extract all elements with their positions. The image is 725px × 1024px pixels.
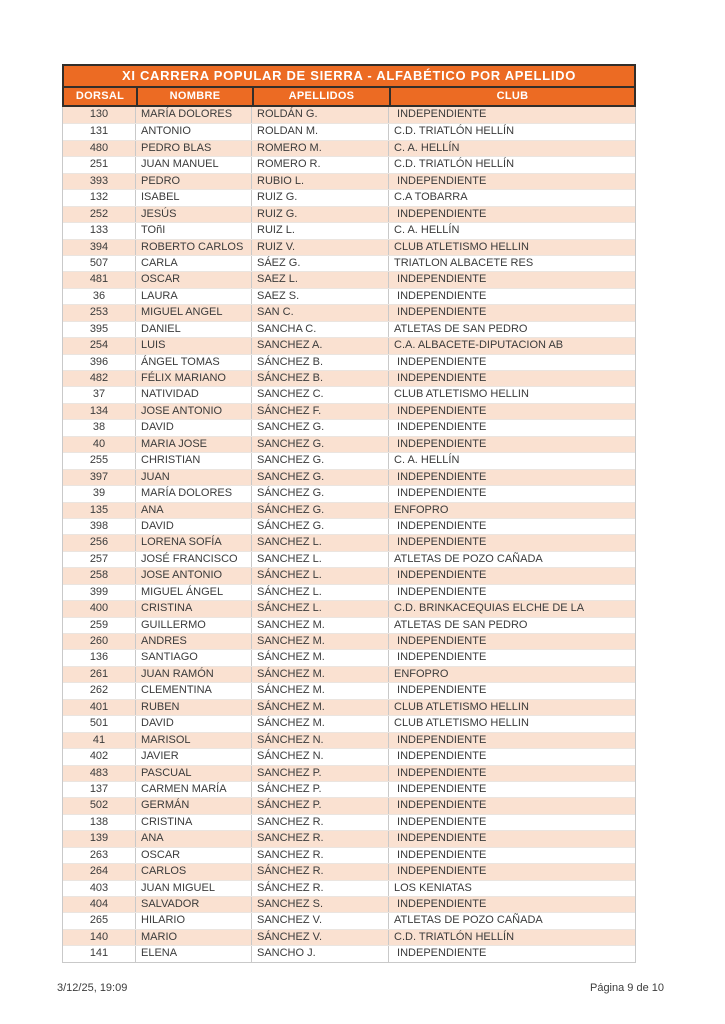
cell-club: INDEPENDIENTE — [394, 651, 487, 664]
cell-nombre: ROBERTO CARLOS — [136, 240, 252, 255]
cell-apellidos: SÁNCHEZ L. — [252, 601, 389, 616]
cell-dorsal: 404 — [63, 897, 136, 912]
cell-nombre: ISABEL — [136, 190, 252, 205]
footer-datetime: 3/12/25, 19:09 — [57, 982, 128, 994]
table-row — [63, 715, 635, 731]
cell-club: INDEPENDIENTE — [394, 470, 487, 483]
cell-club: CLUB ATLETISMO HELLIN — [394, 240, 529, 253]
table-row — [63, 682, 635, 698]
cell-club: CLUB ATLETISMO HELLIN — [394, 717, 529, 730]
cell-dorsal: 130 — [63, 107, 136, 123]
cell-dorsal: 263 — [63, 848, 136, 863]
cell-club: INDEPENDIENTE — [394, 635, 487, 647]
table-row — [63, 304, 635, 320]
cell-nombre: CRISTINA — [136, 815, 252, 830]
cell-nombre: ANA — [136, 503, 252, 518]
table-row — [63, 140, 635, 156]
cell-dorsal: 483 — [63, 766, 136, 781]
cell-dorsal: 140 — [63, 930, 136, 945]
cell-nombre: CRISTINA — [136, 601, 252, 616]
cell-dorsal: 41 — [63, 733, 136, 748]
cell-nombre: CARMEN MARÍA — [136, 782, 252, 797]
cell-dorsal: 401 — [63, 700, 136, 715]
table-row — [63, 912, 635, 928]
cell-dorsal: 133 — [63, 223, 136, 238]
cell-dorsal: 253 — [63, 305, 136, 320]
cell-nombre: CLEMENTINA — [136, 683, 252, 698]
cell-dorsal: 261 — [63, 667, 136, 682]
cell-nombre: DAVID — [136, 519, 252, 534]
column-header-nombre: NOMBRE — [138, 88, 254, 105]
table-row — [63, 699, 635, 715]
cell-nombre: ÁNGEL TOMAS — [136, 355, 252, 370]
cell-dorsal: 396 — [63, 355, 136, 370]
cell-nombre: CARLOS — [136, 864, 252, 879]
cell-apellidos: SANCHO J. — [252, 946, 389, 961]
page-footer — [57, 982, 664, 994]
table-row — [63, 732, 635, 748]
cell-apellidos: SANCHEZ C. — [252, 387, 389, 402]
cell-club: INDEPENDIENTE — [394, 174, 487, 187]
cell-club: INDEPENDIENTE — [394, 799, 487, 812]
cell-club: INDEPENDIENTE — [394, 536, 487, 549]
cell-club: INDEPENDIENTE — [394, 782, 487, 795]
cell-apellidos: SAEZ S. — [252, 289, 389, 304]
cell-apellidos: SANCHEZ M. — [252, 618, 389, 633]
cell-apellidos: ROLDÁN G. — [252, 107, 389, 123]
table-row — [63, 239, 635, 255]
cell-dorsal: 252 — [63, 207, 136, 222]
table-body — [62, 107, 636, 963]
cell-dorsal: 260 — [63, 634, 136, 649]
cell-club: INDEPENDIENTE — [394, 519, 487, 532]
table-row — [63, 469, 635, 485]
cell-club: ATLETAS DE POZO CAÑADA — [394, 552, 543, 565]
cell-club: CLUB ATLETISMO HELLIN — [394, 388, 529, 401]
cell-club: INDEPENDIENTE — [394, 947, 487, 960]
table-row — [63, 896, 635, 912]
cell-nombre: ELENA — [136, 946, 252, 961]
table-row — [63, 633, 635, 649]
cell-apellidos: SANCHEZ R. — [252, 831, 389, 846]
cell-apellidos: SÁNCHEZ M. — [252, 650, 389, 665]
cell-apellidos: SÁNCHEZ P. — [252, 782, 389, 797]
cell-nombre: LUIS — [136, 338, 252, 353]
cell-nombre: DANIEL — [136, 322, 252, 337]
table-row — [63, 765, 635, 781]
cell-dorsal: 398 — [63, 519, 136, 534]
cell-nombre: MIGUEL ANGEL — [136, 305, 252, 320]
cell-dorsal: 403 — [63, 881, 136, 896]
cell-club: INDEPENDIENTE — [394, 766, 487, 779]
cell-club: INDEPENDIENTE — [394, 355, 487, 368]
cell-dorsal: 256 — [63, 535, 136, 550]
cell-dorsal: 402 — [63, 749, 136, 764]
cell-dorsal: 501 — [63, 716, 136, 731]
cell-dorsal: 131 — [63, 124, 136, 139]
table-row — [63, 370, 635, 386]
cell-club: INDEPENDIENTE — [394, 273, 487, 286]
cell-club: INDEPENDIENTE — [394, 437, 487, 450]
cell-nombre: NATIVIDAD — [136, 387, 252, 402]
table-row — [63, 354, 635, 370]
cell-dorsal: 139 — [63, 831, 136, 846]
cell-apellidos: SÁNCHEZ M. — [252, 667, 389, 682]
race-roster-table — [62, 64, 636, 963]
table-row — [63, 863, 635, 879]
cell-nombre: JUAN MIGUEL — [136, 881, 252, 896]
cell-nombre: LORENA SOFÍA — [136, 535, 252, 550]
table-row — [63, 271, 635, 287]
table-row — [63, 781, 635, 797]
table-row — [63, 502, 635, 518]
cell-apellidos: SÁNCHEZ M. — [252, 716, 389, 731]
cell-apellidos: RUIZ L. — [252, 223, 389, 238]
cell-apellidos: RUIZ G. — [252, 207, 389, 222]
cell-nombre: MARÍA DOLORES — [136, 486, 252, 501]
cell-club: INDEPENDIENTE — [394, 404, 487, 417]
cell-nombre: PEDRO — [136, 174, 252, 189]
cell-nombre: JESÚS — [136, 207, 252, 222]
table-row — [63, 107, 635, 123]
table-row — [63, 337, 635, 353]
table-row — [63, 649, 635, 665]
cell-apellidos: SÁNCHEZ G. — [252, 486, 389, 501]
table-row — [63, 567, 635, 583]
cell-club: INDEPENDIENTE — [394, 569, 487, 582]
table-row — [63, 534, 635, 550]
cell-dorsal: 395 — [63, 322, 136, 337]
cell-club: LOS KENIATAS — [394, 881, 472, 894]
cell-dorsal: 265 — [63, 913, 136, 928]
cell-apellidos: SÁNCHEZ V. — [252, 930, 389, 945]
table-title: XI CARRERA POPULAR DE SIERRA - ALFABÉTICO POR APELLIDO — [62, 64, 636, 88]
cell-club: C.A. ALBACETE-DIPUTACION AB — [394, 339, 564, 352]
table-row — [63, 485, 635, 501]
table-row — [63, 222, 635, 238]
table-header-row — [62, 88, 636, 107]
table-row — [63, 386, 635, 402]
cell-nombre: ANTONIO — [136, 124, 252, 139]
table-row — [63, 321, 635, 337]
cell-nombre: TOñI — [136, 223, 252, 238]
cell-apellidos: SÁEZ G. — [252, 256, 389, 271]
cell-club: ENFOPRO — [394, 503, 449, 516]
cell-nombre: ANA — [136, 831, 252, 846]
table-row — [63, 156, 635, 172]
cell-apellidos: SANCHEZ M. — [252, 634, 389, 649]
cell-dorsal: 141 — [63, 946, 136, 961]
cell-apellidos: SÁNCHEZ L. — [252, 585, 389, 600]
table-row — [63, 666, 635, 682]
cell-nombre: MARIO — [136, 930, 252, 945]
cell-club: INDEPENDIENTE — [394, 865, 487, 878]
cell-apellidos: SANCHEZ L. — [252, 535, 389, 550]
table-row — [63, 419, 635, 435]
table-row — [63, 748, 635, 764]
cell-nombre: PASCUAL — [136, 766, 252, 781]
cell-nombre: JUAN RAMÓN — [136, 667, 252, 682]
cell-nombre: CARLA — [136, 256, 252, 271]
footer-page-number: Página 9 de 10 — [589, 982, 664, 994]
column-header-club: CLUB — [496, 90, 529, 102]
cell-club: INDEPENDIENTE — [394, 733, 487, 746]
table-row — [63, 945, 635, 961]
cell-club: C. A. HELLÍN — [394, 224, 460, 237]
cell-apellidos: SANCHEZ S. — [252, 897, 389, 912]
cell-dorsal: 36 — [63, 289, 136, 304]
cell-dorsal: 482 — [63, 371, 136, 386]
cell-nombre: ANDRES — [136, 634, 252, 649]
cell-club: INDEPENDIENTE — [394, 815, 487, 828]
table-row — [63, 173, 635, 189]
column-header-dorsal: DORSAL — [64, 88, 138, 105]
cell-apellidos: SANCHEZ P. — [252, 766, 389, 781]
cell-club: INDEPENDIENTE — [394, 487, 487, 500]
cell-club: TRIATLON ALBACETE RES — [394, 256, 534, 269]
cell-club: C.D. TRIATLÓN HELLÍN — [394, 158, 515, 171]
table-row — [63, 814, 635, 830]
table-row — [63, 452, 635, 468]
cell-dorsal: 480 — [63, 141, 136, 156]
cell-dorsal: 38 — [63, 420, 136, 435]
cell-dorsal: 481 — [63, 272, 136, 287]
cell-nombre: JUAN — [136, 470, 252, 485]
cell-dorsal: 502 — [63, 798, 136, 813]
cell-dorsal: 262 — [63, 683, 136, 698]
cell-dorsal: 39 — [63, 486, 136, 501]
table-row — [63, 436, 635, 452]
cell-nombre: OSCAR — [136, 272, 252, 287]
cell-club: CLUB ATLETISMO HELLIN — [394, 700, 529, 713]
table-row — [63, 123, 635, 139]
table-row — [63, 830, 635, 846]
cell-dorsal: 134 — [63, 404, 136, 419]
table-row — [63, 255, 635, 271]
cell-apellidos: SANCHEZ G. — [252, 453, 389, 468]
cell-club: C. A. HELLÍN — [394, 454, 460, 467]
table-row — [63, 797, 635, 813]
cell-club: ENFOPRO — [394, 667, 449, 680]
cell-apellidos: ROMERO M. — [252, 141, 389, 156]
cell-apellidos: SÁNCHEZ M. — [252, 700, 389, 715]
cell-club: INDEPENDIENTE — [394, 306, 487, 319]
cell-dorsal: 255 — [63, 453, 136, 468]
cell-dorsal: 259 — [63, 618, 136, 633]
cell-dorsal: 394 — [63, 240, 136, 255]
cell-apellidos: SÁNCHEZ G. — [252, 503, 389, 518]
cell-nombre: SALVADOR — [136, 897, 252, 912]
cell-dorsal: 507 — [63, 256, 136, 271]
cell-apellidos: SANCHEZ G. — [252, 437, 389, 452]
cell-club: INDEPENDIENTE — [394, 372, 487, 384]
cell-apellidos: SÁNCHEZ B. — [252, 355, 389, 370]
cell-nombre: SANTIAGO — [136, 650, 252, 665]
cell-nombre: DAVID — [136, 420, 252, 435]
cell-club: INDEPENDIENTE — [394, 848, 487, 861]
cell-club: INDEPENDIENTE — [394, 108, 487, 120]
cell-dorsal: 400 — [63, 601, 136, 616]
cell-nombre: JUAN MANUEL — [136, 157, 252, 172]
cell-dorsal: 393 — [63, 174, 136, 189]
cell-nombre: JAVIER — [136, 749, 252, 764]
cell-nombre: HILARIO — [136, 913, 252, 928]
cell-nombre: JOSE ANTONIO — [136, 568, 252, 583]
cell-apellidos: SÁNCHEZ R. — [252, 881, 389, 896]
cell-club: INDEPENDIENTE — [394, 585, 487, 598]
cell-dorsal: 254 — [63, 338, 136, 353]
cell-club: ATLETAS DE POZO CAÑADA — [394, 914, 543, 927]
cell-nombre: JOSE ANTONIO — [136, 404, 252, 419]
cell-nombre: DAVID — [136, 716, 252, 731]
cell-dorsal: 399 — [63, 585, 136, 600]
cell-club: ATLETAS DE SAN PEDRO — [394, 618, 528, 631]
cell-apellidos: SAEZ L. — [252, 272, 389, 287]
table-row — [63, 929, 635, 945]
cell-dorsal: 135 — [63, 503, 136, 518]
cell-dorsal: 40 — [63, 437, 136, 452]
cell-apellidos: SÁNCHEZ L. — [252, 568, 389, 583]
cell-nombre: GERMÁN — [136, 798, 252, 813]
cell-apellidos: SÁNCHEZ G. — [252, 519, 389, 534]
table-row — [63, 600, 635, 616]
cell-dorsal: 251 — [63, 157, 136, 172]
cell-nombre: MARIA JOSE — [136, 437, 252, 452]
cell-nombre: LAURA — [136, 289, 252, 304]
cell-apellidos: SANCHEZ L. — [252, 552, 389, 567]
cell-dorsal: 258 — [63, 568, 136, 583]
cell-club: C.D. TRIATLÓN HELLÍN — [394, 930, 515, 943]
cell-club: INDEPENDIENTE — [394, 207, 487, 220]
cell-apellidos: RUIZ V. — [252, 240, 389, 255]
cell-nombre: MARÍA DOLORES — [136, 107, 252, 123]
table-row — [63, 617, 635, 633]
table-row — [63, 847, 635, 863]
cell-apellidos: SANCHEZ G. — [252, 470, 389, 485]
cell-apellidos: SÁNCHEZ F. — [252, 404, 389, 419]
cell-dorsal: 132 — [63, 190, 136, 205]
cell-nombre: PEDRO BLAS — [136, 141, 252, 156]
cell-apellidos: SÁNCHEZ N. — [252, 749, 389, 764]
column-header-apellidos: APELLIDOS — [254, 88, 391, 105]
cell-apellidos: SÁNCHEZ M. — [252, 683, 389, 698]
table-row — [63, 288, 635, 304]
cell-apellidos: SANCHEZ R. — [252, 848, 389, 863]
cell-apellidos: SÁNCHEZ B. — [252, 371, 389, 386]
table-row — [63, 403, 635, 419]
cell-nombre: JOSÉ FRANCISCO — [136, 552, 252, 567]
cell-club: INDEPENDIENTE — [394, 750, 487, 763]
cell-apellidos: RUBIO L. — [252, 174, 389, 189]
cell-nombre: FÉLIX MARIANO — [136, 371, 252, 386]
cell-apellidos: ROMERO R. — [252, 157, 389, 172]
cell-nombre: GUILLERMO — [136, 618, 252, 633]
cell-club: C.D. BRINKACEQUIAS ELCHE DE LA — [394, 602, 585, 615]
cell-club: ATLETAS DE SAN PEDRO — [394, 322, 528, 335]
table-row — [63, 584, 635, 600]
cell-nombre: CHRISTIAN — [136, 453, 252, 468]
table-row — [63, 518, 635, 534]
cell-dorsal: 136 — [63, 650, 136, 665]
cell-apellidos: SÁNCHEZ R. — [252, 864, 389, 879]
cell-nombre: OSCAR — [136, 848, 252, 863]
table-row — [63, 206, 635, 222]
cell-apellidos: SÁNCHEZ P. — [252, 798, 389, 813]
cell-dorsal: 264 — [63, 864, 136, 879]
cell-club: C. A. HELLÍN — [394, 141, 460, 154]
cell-dorsal: 397 — [63, 470, 136, 485]
cell-club: INDEPENDIENTE — [394, 832, 487, 845]
cell-apellidos: SANCHEZ R. — [252, 815, 389, 830]
cell-club: INDEPENDIENTE — [394, 421, 487, 434]
cell-apellidos: SANCHEZ G. — [252, 420, 389, 435]
cell-club: INDEPENDIENTE — [394, 898, 487, 910]
cell-apellidos: SANCHEZ A. — [252, 338, 389, 353]
cell-apellidos: SANCHEZ V. — [252, 913, 389, 928]
cell-nombre: MIGUEL ÁNGEL — [136, 585, 252, 600]
cell-dorsal: 257 — [63, 552, 136, 567]
cell-apellidos: ROLDAN M. — [252, 124, 389, 139]
cell-club: INDEPENDIENTE — [394, 289, 487, 302]
cell-club: C.A TOBARRA — [394, 191, 468, 204]
cell-apellidos: SAN C. — [252, 305, 389, 320]
table-row — [63, 189, 635, 205]
cell-dorsal: 138 — [63, 815, 136, 830]
cell-apellidos: RUIZ G. — [252, 190, 389, 205]
table-row — [63, 551, 635, 567]
cell-dorsal: 137 — [63, 782, 136, 797]
cell-nombre: RUBEN — [136, 700, 252, 715]
cell-club: INDEPENDIENTE — [394, 684, 487, 697]
cell-apellidos: SANCHA C. — [252, 322, 389, 337]
cell-dorsal: 37 — [63, 387, 136, 402]
cell-club: C.D. TRIATLÓN HELLÍN — [394, 125, 515, 138]
cell-apellidos: SÁNCHEZ N. — [252, 733, 389, 748]
cell-nombre: MARISOL — [136, 733, 252, 748]
table-row — [63, 880, 635, 896]
